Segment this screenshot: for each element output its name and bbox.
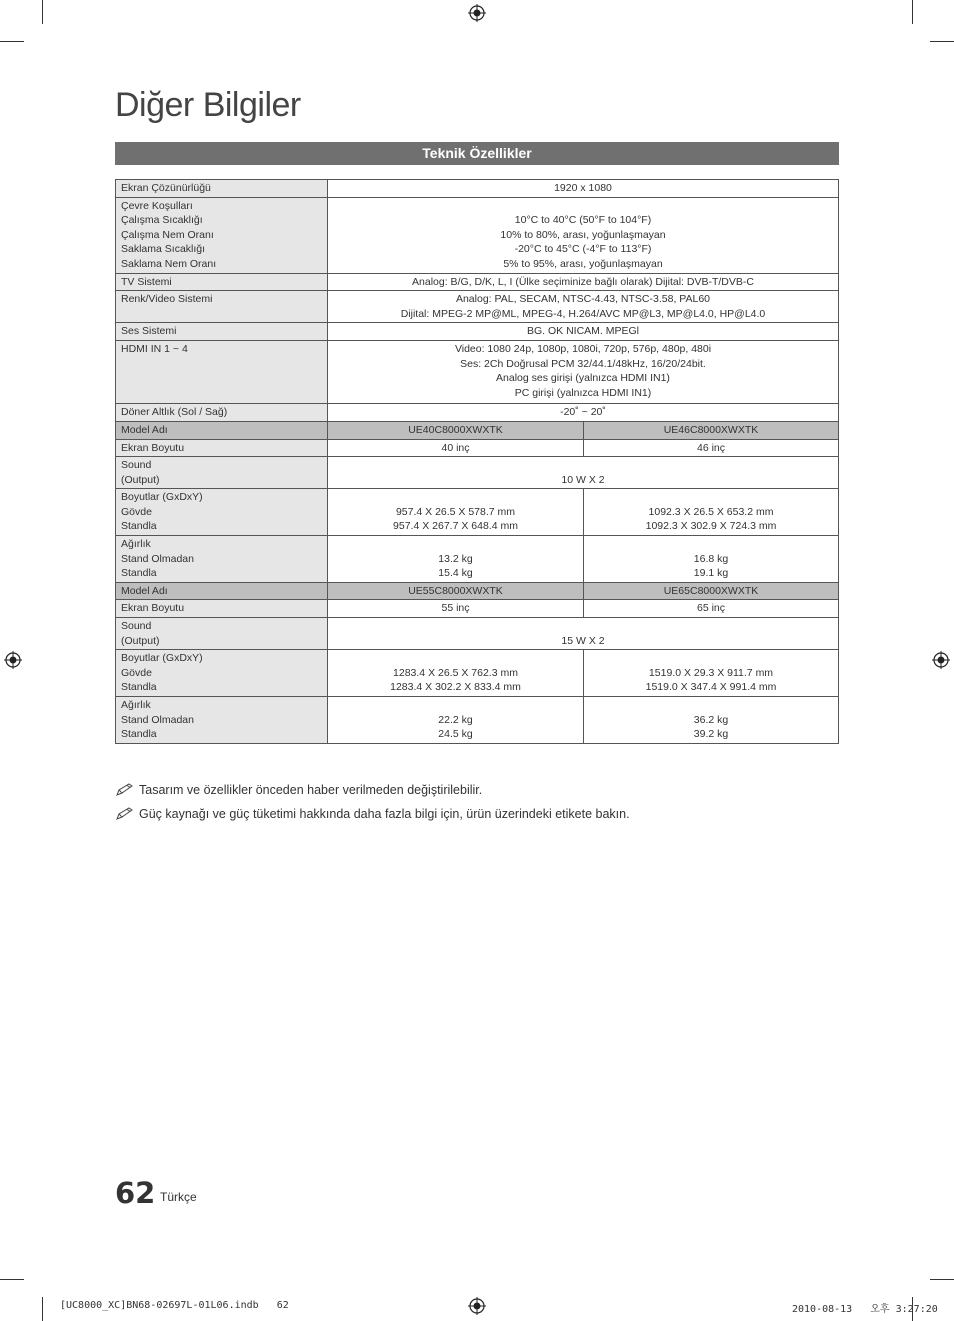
spec-value (328, 697, 584, 744)
spec-value-line: PC girişi (yalnızca HDMI IN1) (514, 386, 652, 399)
crop-mark-bottom-left-h (0, 1279, 24, 1280)
spec-value-line: 957.4 X 267.7 X 648.4 mm (393, 520, 518, 533)
registration-mark-icon (468, 1297, 486, 1315)
spec-label-line: (Output) (121, 473, 160, 486)
note-item (115, 802, 630, 826)
spec-label-line: Stand Olmadan (121, 552, 194, 565)
spec-label: Ekran Boyutu (116, 600, 328, 618)
spec-label-line: Standla (121, 681, 157, 694)
table-row (116, 180, 839, 198)
spec-label (116, 650, 328, 697)
spec-label: HDMI IN 1 ~ 4 (116, 340, 328, 403)
crop-mark-top-left-h (0, 41, 24, 42)
spec-value-line: 1092.3 X 26.5 X 653.2 mm (648, 505, 774, 518)
table-row (116, 600, 839, 618)
table-row (116, 697, 839, 744)
spec-label (116, 489, 328, 536)
table-row (116, 421, 839, 439)
table-row (116, 457, 839, 489)
spec-value-line: 16.8 kg (693, 552, 729, 565)
spec-value-line: 1283.4 X 26.5 X 762.3 mm (393, 666, 518, 679)
print-footer-date: 2010-08-13 오후 3:27:20 (792, 1304, 938, 1315)
spec-label-line: Gövde (121, 505, 152, 518)
spec-value-line: 36.2 kg (693, 713, 729, 726)
spec-label-line: Gövde (121, 666, 152, 679)
spec-label-line: Standla (121, 728, 157, 741)
spec-value-line: Analog: PAL, SECAM, NTSC-4.43, NTSC-3.58, PAL60 (455, 293, 711, 306)
model-name: UE55C8000XWXTK (328, 582, 584, 600)
spec-value (584, 489, 839, 536)
spec-value (328, 489, 584, 536)
spec-value-line: Dijital: MPEG-2 MP@ML, MPEG-4, H.264/AVC MP@L3, MP@L4.0, HP@L4.0 (400, 307, 766, 320)
table-row (116, 404, 839, 422)
spec-label-line: (Output) (121, 634, 160, 647)
crop-mark-top-right-v (912, 0, 913, 24)
spec-label-line: Çalışma Sıcaklığı (121, 214, 203, 227)
spec-label-line: Boyutlar (GxDxY) (121, 491, 203, 504)
model-label: Model Adı (116, 582, 328, 600)
note-text: Güç kaynağı ve güç tüketimi hakkında daha fazla bilgi için, ürün üzerindeki etikete bakın. (139, 807, 630, 821)
spec-label-line: Saklama Sıcaklığı (121, 243, 206, 256)
section-title: Teknik Özellikler (115, 142, 839, 165)
spec-value-line: 957.4 X 26.5 X 578.7 mm (395, 505, 516, 518)
model-label: Model Adı (116, 421, 328, 439)
spec-label (116, 197, 328, 273)
spec-value (328, 650, 584, 697)
spec-table (115, 179, 839, 744)
spec-value (328, 197, 839, 273)
spec-label (116, 457, 328, 489)
table-row (116, 273, 839, 291)
spec-value-line: 15.4 kg (438, 567, 473, 580)
notes (115, 778, 630, 826)
spec-value-line: 1519.0 X 29.3 X 911.7 mm (648, 666, 774, 679)
spec-value-line: Ses: 2Ch Doğrusal PCM 32/44.1/48kHz, 16/20/24bit. (460, 357, 706, 370)
table-row (116, 340, 839, 403)
spec-label: Renk/Video Sistemi (116, 291, 328, 323)
spec-value-line: 1092.3 X 302.9 X 724.3 mm (645, 520, 777, 533)
pencil-note-icon (115, 807, 135, 821)
spec-value (584, 697, 839, 744)
spec-value: 10 W X 2 (328, 457, 839, 489)
model-name: UE46C8000XWXTK (584, 421, 839, 439)
spec-value: 15 W X 2 (328, 618, 839, 650)
spec-label-line: Stand Olmadan (121, 713, 194, 726)
spec-value-line: 24.5 kg (438, 728, 473, 741)
spec-label-line: Boyutlar (GxDxY) (121, 652, 203, 665)
spec-label (116, 697, 328, 744)
model-name: UE40C8000XWXTK (328, 421, 584, 439)
spec-value (584, 650, 839, 697)
spec-label-line: Çalışma Nem Oranı (121, 228, 214, 241)
registration-mark-icon (4, 651, 22, 669)
model-name: UE65C8000XWXTK (584, 582, 839, 600)
crop-mark-bottom-left-v (42, 1297, 43, 1321)
spec-value: 65 inç (584, 600, 839, 618)
spec-value: 1920 x 1080 (328, 180, 839, 198)
note-text: Tasarım ve özellikler önceden haber verilmeden değiştirilebilir. (139, 783, 483, 797)
table-row (116, 323, 839, 341)
note-item (115, 778, 630, 802)
spec-label-line: Standla (121, 567, 157, 580)
spec-value: 40 inç (328, 439, 584, 457)
spec-label-line: Sound (121, 620, 152, 633)
table-row (116, 197, 839, 273)
spec-value-line: 1283.4 X 302.2 X 833.4 mm (390, 681, 521, 694)
crop-mark-bottom-right-h (930, 1279, 954, 1280)
table-row (116, 489, 839, 536)
spec-value: BG. OK NICAM. MPEGl (328, 323, 839, 341)
table-row (116, 650, 839, 697)
page-number: 62 (115, 1176, 156, 1210)
spec-value-line: -20°C to 45°C (-4°F to 113°F) (514, 243, 652, 256)
spec-label: Ekran Çözünürlüğü (116, 180, 328, 198)
spec-value-line: 39.2 kg (693, 728, 729, 741)
spec-value-line: 19.1 kg (693, 567, 729, 580)
spec-value-line: 13.2 kg (438, 552, 473, 565)
spec-label: TV Sistemi (116, 273, 328, 291)
table-row (116, 439, 839, 457)
spec-value-line: 10% to 80%, arası, yoğunlaşmayan (500, 228, 666, 241)
spec-value: 55 inç (328, 600, 584, 618)
spec-label-line: Ağırlık (121, 699, 151, 711)
crop-mark-top-right-h (930, 41, 954, 42)
print-footer-file: [UC8000_XC]BN68-02697L-01L06.indb 62 (60, 1300, 289, 1311)
spec-label-line: Saklama Nem Oranı (121, 257, 217, 270)
spec-value (584, 536, 839, 583)
spec-label-line: Standla (121, 520, 157, 533)
pencil-note-icon (115, 783, 135, 797)
crop-mark-top-left-v (42, 0, 43, 24)
spec-value-line: Analog ses girişi (yalnızca HDMI IN1) (496, 372, 670, 385)
spec-label (116, 618, 328, 650)
spec-value-line: 10°C to 40°C (50°F to 104°F) (514, 214, 652, 227)
spec-value (328, 536, 584, 583)
spec-value (328, 340, 839, 403)
registration-mark-icon (932, 651, 950, 669)
spec-value-line: 22.2 kg (438, 713, 473, 726)
spec-label: Ses Sistemi (116, 323, 328, 341)
spec-label: Döner Altlık (Sol / Sağ) (116, 404, 328, 422)
spec-value-line: Video: 1080 24p, 1080p, 1080i, 720p, 576p, 480p, 480i (454, 342, 712, 355)
spec-value: 46 inç (584, 439, 839, 457)
table-row (116, 582, 839, 600)
spec-value (328, 291, 839, 323)
registration-mark-icon (468, 4, 486, 22)
spec-value: Analog: B/G, D/K, L, I (Ülke seçiminize bağlı olarak) Dijital: DVB-T/DVB-C (328, 273, 839, 291)
spec-value-line: 5% to 95%, arası, yoğunlaşmayan (503, 257, 663, 270)
spec-label: Ekran Boyutu (116, 439, 328, 457)
spec-value-line: 1519.0 X 347.4 X 991.4 mm (645, 681, 777, 694)
spec-label (116, 536, 328, 583)
spec-value: -20˚ ~ 20˚ (328, 404, 839, 422)
spec-label-line: Ağırlık (121, 538, 151, 551)
page-title: Diğer Bilgiler (115, 86, 301, 124)
page-language: Türkçe (160, 1190, 197, 1204)
table-row (116, 536, 839, 583)
table-row (116, 291, 839, 323)
spec-label-line: Çevre Koşulları (121, 199, 193, 212)
spec-label-line: Sound (121, 459, 152, 472)
table-row (116, 618, 839, 650)
